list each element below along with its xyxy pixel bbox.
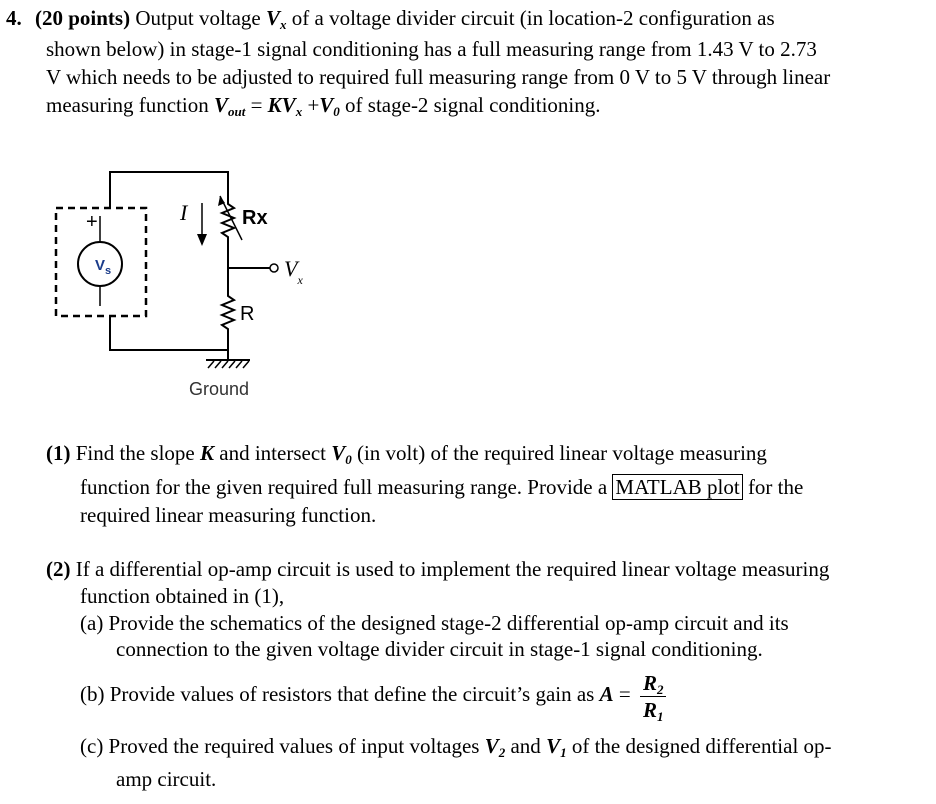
r-label: R (240, 303, 255, 325)
vout-sub: out (227, 104, 246, 119)
current-label: I (180, 200, 188, 225)
v1-var: V (546, 734, 561, 758)
output-terminal-icon (270, 264, 278, 272)
ground-icon (206, 350, 250, 368)
v2-var: V (484, 734, 499, 758)
q2a-line-2: connection to the given voltage divider circuit in stage-1 signal conditioning. (116, 637, 763, 661)
r1-sub: 1 (656, 708, 664, 724)
line4-text: measuring function (46, 93, 214, 117)
q2-number: (2) (46, 557, 71, 581)
bottom-wire (110, 316, 228, 350)
r2-sub: 2 (656, 681, 664, 697)
q2b-text: (b) Provide values of resistors that define the circuit’s gain as (80, 682, 600, 706)
q2c-text-a: (c) Proved the required values of input voltages (80, 734, 485, 758)
q2c-line-2: amp circuit. (116, 767, 217, 791)
vx-sub: x (280, 17, 287, 32)
eq-v0: V (319, 93, 334, 117)
plus-sign: + (302, 93, 320, 117)
q1-v0-sub: 0 (345, 452, 352, 467)
q2a-line-1: (a) Provide the schematics of the designed stage-2 differential op-amp circuit and its (80, 611, 789, 635)
q2-line-1 (46, 556, 829, 582)
plus-label: + (86, 211, 98, 233)
q1-text-a: Find the slope (70, 441, 200, 465)
vx-output-label: $V_x$ (284, 256, 303, 287)
eq-kv: KV (267, 93, 296, 117)
q1-number: (1) (46, 441, 71, 465)
q1-v0-var: V (331, 441, 346, 465)
rx-resistor-icon (222, 198, 234, 268)
vout-var: V (213, 93, 228, 117)
gain-fraction (640, 670, 667, 723)
top-wire (110, 172, 228, 208)
q1-text-d: function for the given required full measuring range. Provide a (80, 475, 613, 499)
q1-k-var: K (200, 441, 215, 465)
q2-line-2: function obtained in (1), (80, 584, 285, 608)
q2b-line (80, 664, 666, 724)
equals-sign: = (245, 93, 268, 117)
q1-text-b: and intersect (214, 441, 332, 465)
gain-equals: = (613, 682, 631, 706)
matlab-plot-box: MATLAB plot (612, 474, 742, 500)
intro-text: Output voltage (130, 6, 267, 30)
ground-label: Ground (189, 379, 250, 399)
intro-text-2: of a voltage divider circuit (in location-2 configuration as (286, 6, 775, 30)
vx-var: V (266, 6, 281, 30)
q2c-text-b: of the designed differential op- (566, 734, 832, 758)
q1-text-e: for the (742, 475, 804, 499)
r-resistor-icon (222, 268, 234, 350)
problem-line-3: V which needs to be adjusted to required full measuring range from 0 V to 5 V through linear (46, 65, 831, 89)
q1-text-c: (in volt) of the required linear voltage measuring (351, 441, 767, 465)
eq-0-sub: 0 (333, 104, 340, 119)
source-label: $V_s$ (95, 257, 112, 277)
q1-line-2 (80, 474, 803, 500)
problem-number: 4. (6, 6, 22, 30)
eq-x-sub: x (295, 104, 303, 119)
rx-label: Rx (242, 207, 268, 229)
q2-text-1: If a differential op-amp circuit is used to implement the required linear voltage measuring (70, 557, 830, 581)
q1-line-3: required linear measuring function. (80, 503, 377, 527)
q2c-line-1 (80, 733, 832, 759)
problem-points: (20 points) (35, 6, 131, 30)
r2-var: R (642, 670, 657, 695)
gain-a-var: A (599, 682, 614, 706)
v1-sub: 1 (560, 745, 567, 760)
r1-var: R (642, 697, 657, 722)
problem-line-2: shown below) in stage-1 signal conditioning has a full measuring range from 1.43 V to 2.73 (46, 37, 817, 61)
q2c-and: and (505, 734, 547, 758)
v2-sub: 2 (498, 745, 506, 760)
q1-line-1 (46, 440, 767, 466)
line4-end: of stage-2 signal conditioning. (339, 93, 601, 117)
